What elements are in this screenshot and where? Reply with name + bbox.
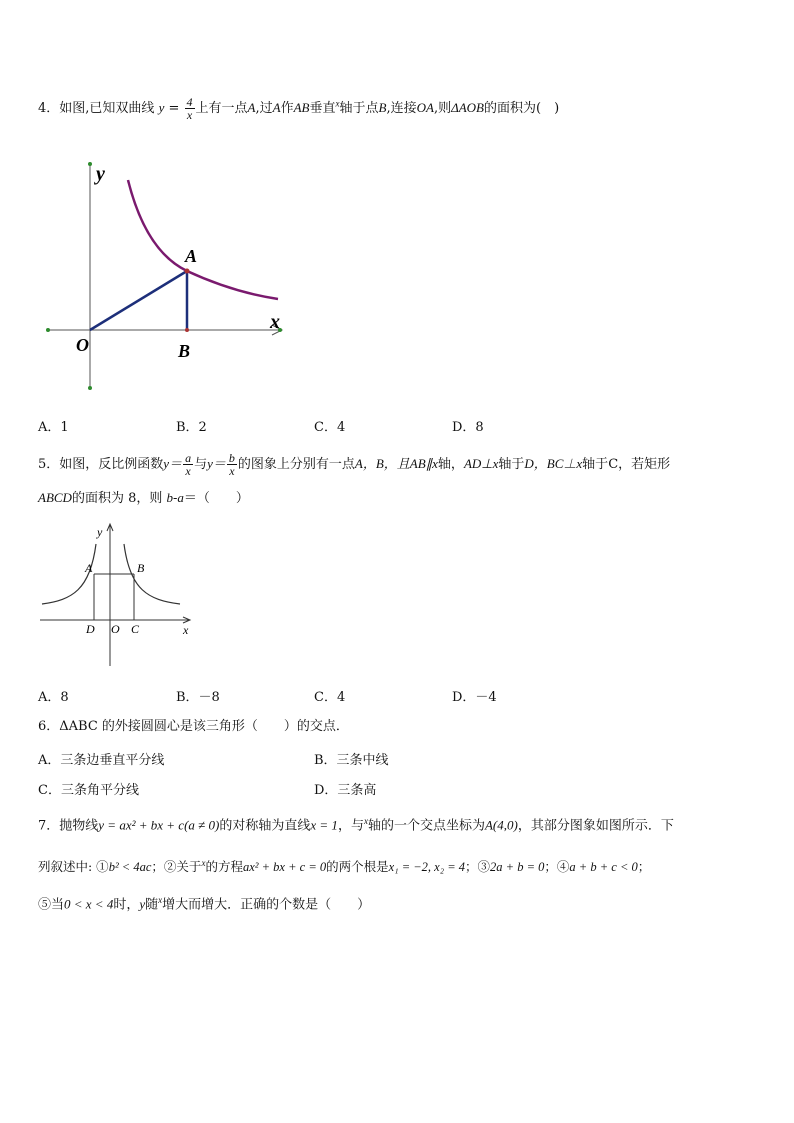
q4-seg-oa: OA — [416, 100, 434, 115]
q6-option-a[interactable]: A．三条边垂直平分线 — [38, 753, 165, 768]
q7-var-y: y — [139, 896, 146, 912]
q5-stem-line1 — [38, 452, 670, 477]
q4-axis-point — [88, 386, 92, 390]
q5-fraction-a — [183, 452, 193, 477]
q7-text: ⑤当 — [38, 897, 65, 913]
q4-text: 轴于点 — [339, 101, 379, 116]
q4-point-a: A — [247, 100, 256, 115]
q7-eq: b² < 4ac — [108, 860, 152, 875]
q4-frac-num: 4 — [186, 95, 193, 109]
q4-label-a: A — [185, 246, 198, 266]
q7-text: 的对称轴为直线 — [219, 818, 311, 834]
q5-text: A，B，且 — [354, 456, 410, 471]
q5-eq2-lhs: y＝ — [207, 456, 226, 471]
q5-stem-line2 — [38, 490, 249, 507]
q4-eq-lhs: y — [158, 100, 165, 115]
q4-text: ,连接 — [386, 101, 417, 116]
q5-label-a: A — [85, 561, 93, 575]
q4-option-b[interactable]: B．2 — [176, 420, 207, 435]
q7-text: 7．抛物线 — [38, 818, 99, 834]
q7-var-x: x — [201, 858, 206, 868]
q5-eq1-lhs: y＝ — [163, 456, 183, 471]
q4-segment-oa — [90, 271, 187, 330]
q5-text: ＝（ ） — [183, 491, 249, 506]
q7-stem-line1 — [38, 816, 674, 834]
q5-text: b — [166, 490, 173, 505]
q4-label-b: B — [178, 341, 191, 361]
q5-text: 与 — [194, 457, 208, 472]
q5-option-c[interactable]: C．4 — [314, 690, 346, 705]
q4-label-o: O — [76, 335, 89, 355]
q7-text: 时， — [113, 897, 140, 913]
q7-eq-parabola: y = ax² + bx + c(a ≠ 0) — [98, 817, 220, 833]
q7-text: ；③ — [465, 859, 491, 875]
q5-frac-den: x — [229, 464, 235, 478]
q7-text: 增大而增大．正确的个数是（ ） — [162, 897, 371, 913]
q4-option-c[interactable]: C．4 — [314, 420, 346, 435]
q6-option-c[interactable]: C．三条角平分线 — [38, 783, 139, 798]
q5-option-d[interactable]: D．－4 — [452, 690, 497, 705]
q5-label-c: C — [131, 622, 140, 636]
q5-frac-num: a — [185, 451, 192, 465]
q4-figure — [40, 158, 300, 398]
q5-text: ABCD — [38, 490, 72, 505]
q4-number: 4． — [38, 101, 60, 116]
q4-point-a-dot — [185, 269, 190, 274]
q5-option-b[interactable]: B．－8 — [176, 690, 220, 705]
q5-text: 轴于 — [498, 457, 525, 472]
q7-eq: 0 < x < 4 — [64, 896, 114, 912]
q4-text: ,则 — [433, 101, 452, 116]
q4-text: 的面积为( ) — [484, 101, 560, 116]
q4-label-x: x — [270, 311, 280, 333]
q7-stem-line2 — [38, 858, 650, 875]
q7-text: ；④ — [544, 859, 570, 875]
q5-text: 的图象上分别有一点 — [237, 457, 355, 472]
q4-text: 垂直 — [309, 101, 336, 116]
q4-option-a[interactable]: A．1 — [38, 420, 69, 435]
q6-option-d[interactable]: D．三条高 — [314, 783, 377, 798]
q5-text: - — [173, 491, 178, 506]
q7-point-a: A(4,0) — [484, 817, 518, 833]
q7-text: ；②关于 — [151, 859, 202, 875]
q7-text: ； — [637, 859, 651, 875]
q4-point-b-dot — [185, 328, 189, 332]
q7-text: 列叙述中: ① — [38, 859, 109, 875]
q7-var-x: x — [158, 895, 163, 905]
q4-fraction — [185, 96, 195, 121]
q5-label-d: D — [86, 622, 95, 636]
q5-text: AB∥x — [409, 456, 438, 471]
q7-var-x: x — [363, 816, 368, 826]
q4-option-d[interactable]: D．8 — [452, 420, 484, 435]
q5-label-x: x — [183, 623, 189, 637]
q4-stem: 4．如图,已知双曲线 y = $\frac{4}{x}$ 上有一点A,过A作AB垂直$^x$轴于点B,连接OA,则ΔAOB的面积为( ) — [38, 95, 560, 122]
q4-text: ,过 — [255, 101, 273, 116]
q7-eq: a + b + c < 0 — [569, 860, 638, 875]
q4-label-y: y — [96, 163, 105, 185]
q4-triangle: ΔAOB — [451, 100, 484, 115]
q7-text: 的两个根是 — [326, 859, 389, 875]
q4-text: 如图,已知双曲线 — [59, 101, 155, 116]
q4-text: 上有一点 — [195, 101, 248, 116]
q7-text: ，与 — [337, 818, 364, 834]
q7-text: 的方程 — [205, 859, 243, 875]
q5-text: 的面积为 8，则 — [71, 491, 163, 506]
q4-frac-den: x — [186, 108, 193, 122]
q5-figure — [38, 520, 198, 670]
q5-text: AD⊥x — [463, 456, 499, 471]
q4-point-a: A — [272, 100, 281, 115]
q4-point-b: B — [378, 100, 387, 115]
q5-text: 轴， — [437, 457, 464, 472]
q5-option-a[interactable]: A．8 — [38, 690, 69, 705]
q7-eq-axis: x = 1 — [310, 817, 338, 833]
q5-text: 轴于 — [582, 457, 609, 472]
q7-eq: 2a + b = 0 — [490, 860, 545, 875]
q5-text: D，BC⊥x — [524, 456, 583, 471]
q7-stem-line3 — [38, 895, 370, 913]
q7-text: 轴的一个交点坐标为 — [367, 818, 485, 834]
q4-var-x: x — [335, 98, 340, 109]
q7-eq: ax² + bx + c = 0 — [242, 860, 327, 875]
q6-stem: 6．ΔABC 的外接圆圆心是该三角形（ ）的交点． — [38, 719, 349, 734]
q5-text: 5．如图，反比例函数 — [38, 457, 164, 472]
q6-option-b[interactable]: B．三条中线 — [314, 753, 389, 768]
q4-hyperbola-curve — [128, 180, 278, 299]
q4-axis-point — [88, 162, 92, 166]
q5-frac-den: x — [185, 464, 191, 478]
q5-fraction-b — [227, 452, 237, 477]
q5-text: a — [177, 490, 184, 505]
q4-seg-ab: AB — [293, 100, 310, 115]
q5-frac-num: b — [228, 451, 235, 465]
q5-text: C，若矩形 — [608, 457, 671, 472]
q5-label-y: y — [97, 525, 103, 539]
q7-text: ，其部分图象如图所示．下 — [517, 818, 674, 834]
q4-text: 作 — [280, 101, 294, 116]
q7-text: 随 — [145, 897, 159, 913]
q7-eq: x₁ = −2, x₂ = 4 — [388, 860, 466, 875]
q4-axis-point — [46, 328, 50, 332]
q5-label-b: B — [137, 561, 145, 575]
q5-label-o: O — [111, 622, 120, 636]
